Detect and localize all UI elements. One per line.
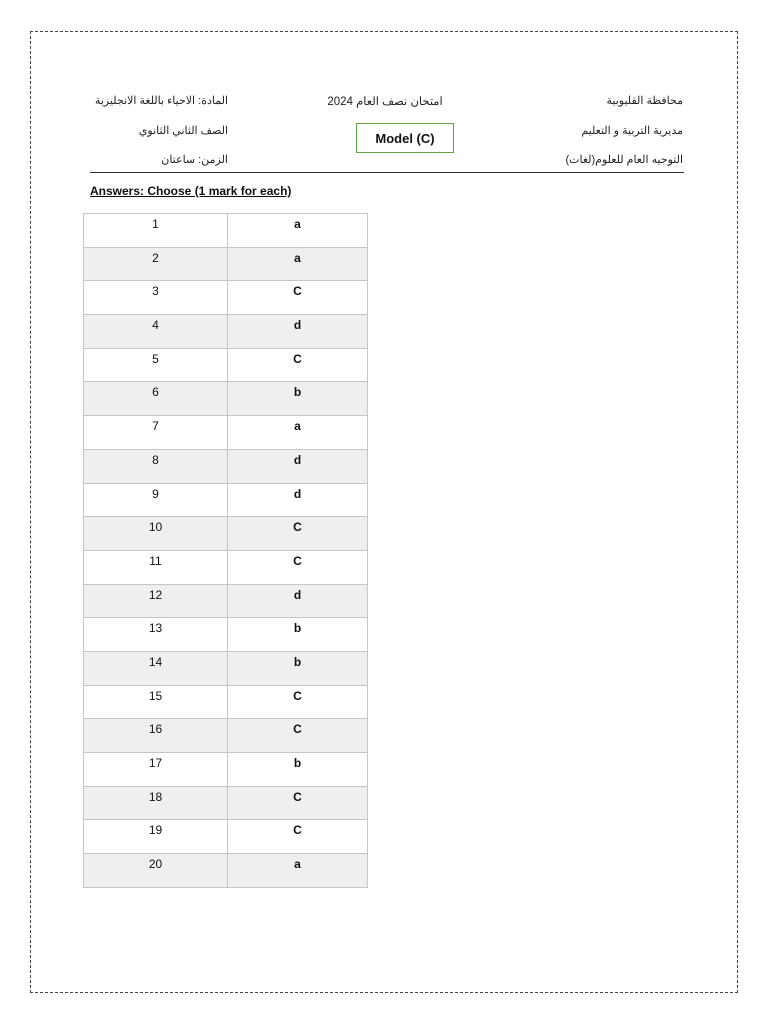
- question-number: 8: [84, 449, 228, 483]
- table-row: [84, 854, 368, 888]
- question-number: 1: [84, 214, 228, 248]
- question-number: 15: [84, 685, 228, 719]
- table-row: [84, 651, 368, 685]
- table-row: [84, 416, 368, 450]
- grade-label: الصف الثاني الثانوي: [138, 125, 228, 137]
- header-divider: [90, 172, 684, 173]
- question-number: 13: [84, 618, 228, 652]
- table-row: [84, 247, 368, 281]
- table-row: [84, 449, 368, 483]
- section-title: Answers: Choose (1 mark for each): [90, 184, 292, 198]
- table-row: [84, 719, 368, 753]
- question-number: 11: [84, 550, 228, 584]
- question-number: 18: [84, 786, 228, 820]
- table-row: [84, 281, 368, 315]
- question-number: 19: [84, 820, 228, 854]
- answer-letter: d: [228, 449, 368, 483]
- answer-letter: b: [228, 618, 368, 652]
- question-number: 20: [84, 854, 228, 888]
- answer-letter: d: [228, 483, 368, 517]
- subject-label: المادة: الاحياء باللغة الانجليزية: [94, 95, 228, 107]
- answer-letter: C: [228, 786, 368, 820]
- answer-letter: a: [228, 416, 368, 450]
- table-row: [84, 214, 368, 248]
- table-row: [84, 382, 368, 416]
- question-number: 16: [84, 719, 228, 753]
- question-number: 7: [84, 416, 228, 450]
- answer-letter: C: [228, 719, 368, 753]
- table-row: [84, 348, 368, 382]
- exam-title: امتحان نصف العام 2024: [327, 96, 443, 108]
- governorate-label: محافظة القليوبية: [606, 95, 683, 107]
- answer-letter: a: [228, 854, 368, 888]
- question-number: 12: [84, 584, 228, 618]
- table-row: [84, 753, 368, 787]
- answer-letter: d: [228, 315, 368, 349]
- table-row: [84, 517, 368, 551]
- question-number: 10: [84, 517, 228, 551]
- answer-letter: C: [228, 281, 368, 315]
- answer-letter: a: [228, 247, 368, 281]
- answers-table: [83, 213, 368, 888]
- table-row: [84, 618, 368, 652]
- table-row: [84, 820, 368, 854]
- answer-letter: d: [228, 584, 368, 618]
- table-row: [84, 550, 368, 584]
- question-number: 2: [84, 247, 228, 281]
- question-number: 6: [84, 382, 228, 416]
- question-number: 14: [84, 651, 228, 685]
- answer-letter: b: [228, 382, 368, 416]
- table-row: [84, 584, 368, 618]
- question-number: 9: [84, 483, 228, 517]
- table-row: [84, 315, 368, 349]
- question-number: 5: [84, 348, 228, 382]
- answer-letter: b: [228, 753, 368, 787]
- table-row: [84, 786, 368, 820]
- time-label: الزمن: ساعتان: [161, 154, 228, 166]
- answer-letter: C: [228, 517, 368, 551]
- answer-letter: C: [228, 820, 368, 854]
- question-number: 4: [84, 315, 228, 349]
- answer-letter: C: [228, 685, 368, 719]
- question-number: 17: [84, 753, 228, 787]
- table-row: [84, 483, 368, 517]
- model-badge: Model (C): [356, 123, 454, 153]
- answer-letter: C: [228, 348, 368, 382]
- guidance-label: التوجيه العام للعلوم(لغات): [565, 154, 683, 166]
- question-number: 3: [84, 281, 228, 315]
- table-row: [84, 685, 368, 719]
- directorate-label: مديرية التربية و التعليم: [581, 125, 683, 137]
- answer-letter: a: [228, 214, 368, 248]
- answer-letter: b: [228, 651, 368, 685]
- answer-letter: C: [228, 550, 368, 584]
